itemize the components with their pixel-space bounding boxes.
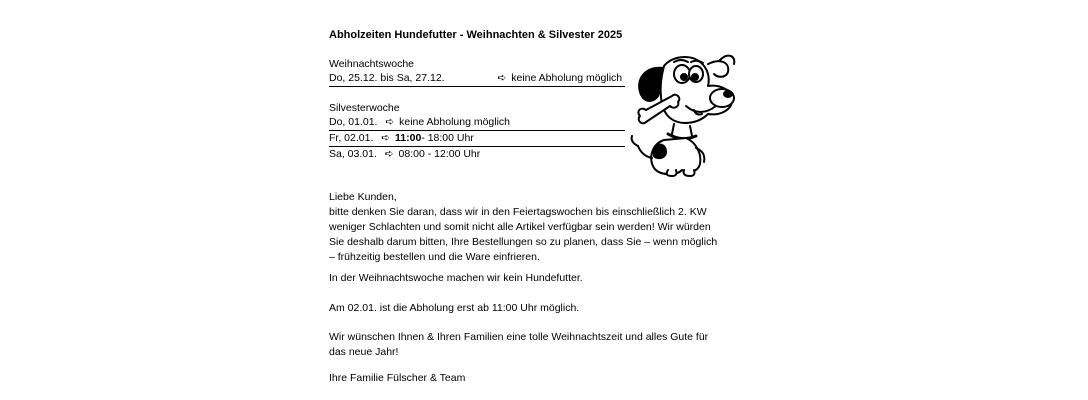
schedule-date: Fr, 02.01. — [329, 132, 374, 144]
document-title: Abholzeiten Hundefutter - Weihnachten & Silvester 2025 — [329, 29, 623, 41]
schedule-date: Do, 25.12. bis Sa, 27.12. — [329, 72, 445, 84]
letter-line: das neue Jahr! — [329, 346, 399, 358]
letter-paragraph — [329, 190, 769, 265]
letter-paragraph — [329, 330, 769, 360]
schedule-status: keine Abholung möglich — [399, 116, 511, 128]
schedule-status: keine Abholung möglich — [511, 72, 623, 84]
section-label-christmas-week: Weihnachtswoche — [329, 58, 415, 70]
letter-paragraph: Am 02.01. ist die Abholung erst ab 11:00 Uhr möglich. — [329, 302, 580, 314]
arrow-right-icon: ➪ — [497, 72, 507, 84]
schedule-time-from: 11:00 — [395, 132, 422, 144]
letter-line: Sie deshalb darum bitten, Ihre Bestellungen so zu planen, dass Sie – wenn möglich — [329, 236, 718, 248]
schedule-date: Sa, 03.01. — [329, 148, 377, 160]
schedule-status: 08:00 - 12:00 Uhr — [398, 148, 481, 160]
letter-line: – frühzeitig bestellen und die Ware einfrieren. — [329, 251, 540, 263]
schedule-row — [329, 147, 625, 162]
arrow-right-icon: ➪ — [385, 116, 395, 128]
letter-line: Liebe Kunden, — [329, 191, 397, 203]
section-label-new-year-week: Silvesterwoche — [329, 102, 400, 114]
schedule-date: Do, 01.01. — [329, 116, 378, 128]
schedule-time-to: - 18:00 Uhr — [421, 132, 474, 144]
letter-line: bitte denken Sie daran, dass wir in den Feiertagswochen bis einschließlich 2. KW — [329, 206, 707, 218]
schedule-row — [329, 131, 625, 147]
schedule-row — [329, 71, 625, 87]
schedule-row — [329, 115, 625, 131]
letter-line: weniger Schlachten und somit nicht alle Artikel verfügbar sein werden! Wir würden — [329, 221, 711, 233]
arrow-right-icon: ➪ — [381, 132, 391, 144]
letter-paragraph: In der Weihnachtswoche machen wir kein Hundefutter. — [329, 272, 583, 284]
dog-with-bone-icon — [624, 48, 754, 180]
arrow-right-icon: ➪ — [384, 148, 394, 160]
letter-line: Wir wünschen Ihnen & Ihren Familien eine tolle Weihnachtszeit und alles Gute für — [329, 331, 709, 343]
signature: Ihre Familie Fülscher & Team — [329, 372, 466, 384]
